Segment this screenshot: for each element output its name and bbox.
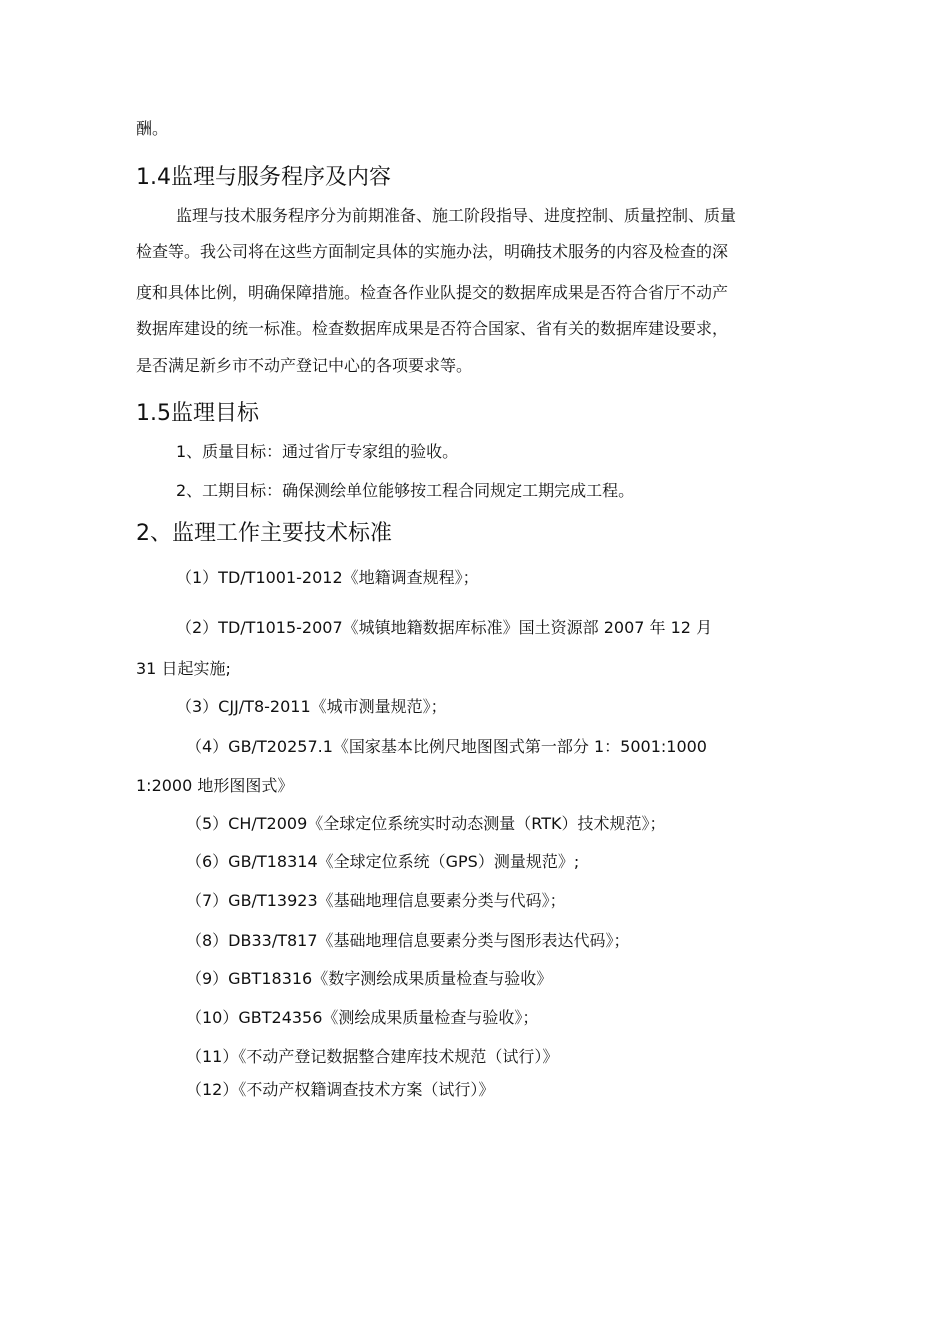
goal-item: 1、质量目标：通过省厅专家组的验收。: [176, 442, 459, 461]
standard-item: （7）GB/T13923《基础地理信息要素分类与代码》；: [186, 891, 566, 910]
standard-item: （4）GB/T20257.1《国家基本比例尺地图图式第一部分 1：5001:1000: [186, 737, 707, 756]
standard-item: （1）TD/T1001-2012《地籍调查规程》；: [176, 568, 479, 587]
section-1-4-paragraph-line: 度和具体比例，明确保障措施。检查各作业队提交的数据库成果是否符合省厅不动产: [136, 283, 729, 302]
standard-item-continuation: 1:2000 地形图图式》: [136, 776, 294, 795]
standard-item: （8）DB33/T817《基础地理信息要素分类与图形表达代码》；: [186, 931, 630, 950]
standard-item: （11）《不动产登记数据整合建库技术规范（试行）》: [186, 1047, 559, 1066]
section-1-4-paragraph-line: 检查等。我公司将在这些方面制定具体的实施办法，明确技术服务的内容及检查的深: [136, 242, 729, 261]
goal-item: 2、工期目标：确保测绘单位能够按工程合同规定工期完成工程。: [176, 481, 635, 500]
standard-item: （10）GBT24356《测绘成果质量检查与验收》；: [186, 1008, 539, 1027]
section-1-4-paragraph-line: 是否满足新乡市不动产登记中心的各项要求等。: [136, 356, 473, 375]
standard-item: （12）《不动产权籍调查技术方案（试行）》: [186, 1080, 495, 1099]
section-1-4-heading: 1.4监理与服务程序及内容: [136, 165, 391, 190]
section-1-4-paragraph-line: 监理与技术服务程序分为前期准备、施工阶段指导、进度控制、质量控制、质量: [176, 206, 737, 225]
standard-item: （5）CH/T2009《全球定位系统实时动态测量（RTK）技术规范》；: [186, 814, 666, 833]
standard-item-continuation: 31 日起实施;: [136, 659, 231, 678]
intro-tail-text: 酬。: [136, 119, 169, 138]
standard-item: （9）GBT18316《数字测绘成果质量检查与验收》: [186, 969, 553, 988]
standard-item: （6）GB/T18314《全球定位系统（GPS）测量规范》;: [186, 852, 580, 871]
section-2-heading: 2、监理工作主要技术标准: [136, 521, 392, 546]
section-1-4-paragraph-line: 数据库建设的统一标准。检查数据库成果是否符合国家、省有关的数据库建设要求，: [136, 319, 729, 338]
standard-item: （2）TD/T1015-2007《城镇地籍数据库标准》国土资源部 2007 年 12 月: [176, 618, 713, 637]
standard-item: （3）CJJ/T8-2011《城市测量规范》；: [176, 697, 447, 716]
section-1-5-heading: 1.5监理目标: [136, 401, 259, 426]
